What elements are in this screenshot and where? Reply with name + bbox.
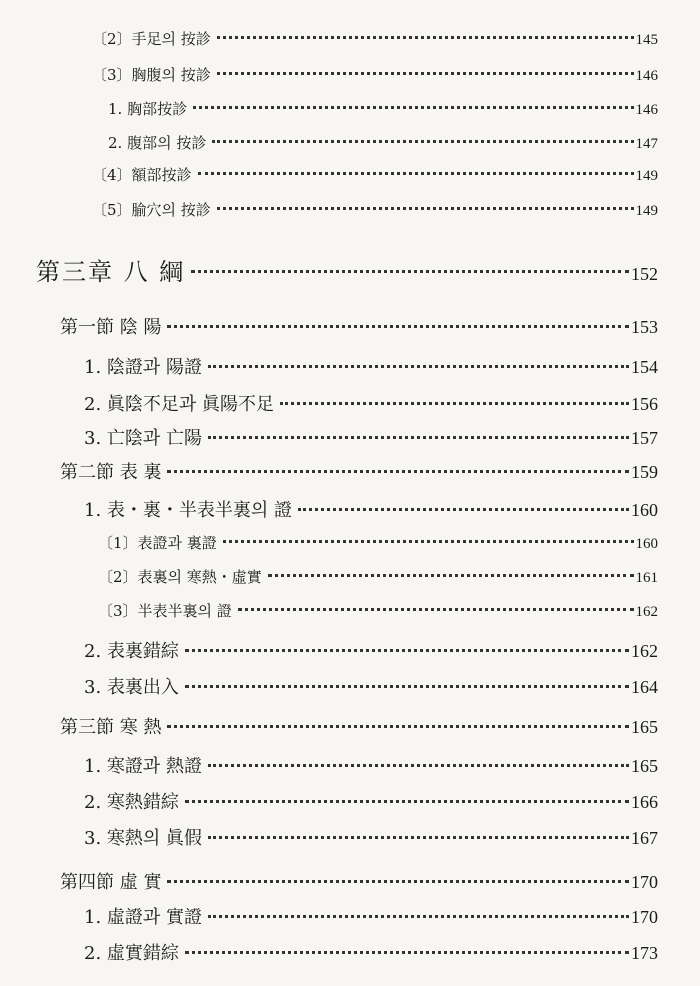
toc-entry-label: 第一節 陰 陽 <box>60 317 162 338</box>
toc-entry <box>84 496 658 522</box>
toc-entry-label: 1. 虛證과 實證 <box>84 907 203 928</box>
toc-entry <box>84 637 658 663</box>
toc-entry <box>84 939 658 965</box>
dot-leader <box>217 36 634 39</box>
dot-leader <box>238 608 634 611</box>
toc-entry <box>84 752 658 778</box>
dot-leader <box>193 106 633 109</box>
dot-leader <box>212 140 633 143</box>
toc-entry-page: 156 <box>631 394 658 414</box>
toc-section-entry <box>60 713 658 739</box>
dot-leader <box>167 470 629 473</box>
toc-entry-label: 2. 腹部의 按診 <box>108 134 207 152</box>
toc-entry-label: 2. 虛實錯綜 <box>84 943 179 964</box>
toc-entry-label: 3. 寒熱의 眞假 <box>84 828 203 849</box>
toc-entry <box>98 600 658 621</box>
toc-entry-page: 162 <box>631 641 658 661</box>
toc-entry <box>84 424 658 450</box>
toc-entry <box>92 164 658 185</box>
toc-entry <box>98 566 658 587</box>
dot-leader <box>280 402 629 405</box>
toc-entry-page: 166 <box>631 792 658 812</box>
toc-entry-page: 167 <box>631 828 658 848</box>
toc-entry-page: 145 <box>635 32 658 48</box>
toc-entry-label: 第三章 八 綱 <box>36 258 186 286</box>
toc-entry <box>108 98 658 119</box>
toc-entry <box>92 64 658 85</box>
dot-leader <box>191 270 629 273</box>
toc-entry-page: 164 <box>631 677 658 697</box>
toc-entry-page: 154 <box>631 357 658 377</box>
toc-entry-page: 149 <box>635 168 658 184</box>
toc-entry-label: 〔3〕胸腹의 按診 <box>92 66 211 84</box>
toc-entry <box>84 824 658 850</box>
dot-leader <box>208 436 629 439</box>
toc-chapter-entry <box>36 252 658 287</box>
toc-entry <box>84 390 658 416</box>
toc-entry-label: 第三節 寒 熱 <box>60 717 162 738</box>
toc-entry <box>92 199 658 220</box>
toc-entry <box>98 532 658 553</box>
toc-entry-label: 〔1〕表證과 裏證 <box>98 534 217 552</box>
dot-leader <box>268 574 634 577</box>
toc-entry-label: 2. 表裏錯綜 <box>84 641 179 662</box>
dot-leader <box>208 915 629 918</box>
toc-entry-page: 165 <box>631 717 658 737</box>
toc-entry-page: 147 <box>635 136 658 152</box>
toc-entry-label: 〔2〕手足의 按診 <box>92 30 211 48</box>
dot-leader <box>167 880 629 883</box>
toc-entry-page: 152 <box>631 264 658 284</box>
dot-leader <box>185 649 629 652</box>
toc-entry-label: 〔3〕半表半裏의 證 <box>98 602 232 620</box>
toc-entry-label: 1. 胸部按診 <box>108 100 188 118</box>
toc-entry-label: 〔4〕額部按診 <box>92 166 192 184</box>
toc-entry-page: 146 <box>635 102 658 118</box>
toc-entry-label: 3. 表裏出入 <box>84 677 179 698</box>
toc-entry <box>84 903 658 929</box>
toc-entry-page: 170 <box>631 907 658 927</box>
toc-entry-label: 2. 眞陰不足과 眞陽不足 <box>84 394 275 415</box>
toc-entry-label: 第四節 虛 實 <box>60 872 162 893</box>
toc-entry <box>84 673 658 699</box>
toc-entry-page: 160 <box>631 500 658 520</box>
toc-entry-page: 146 <box>635 68 658 84</box>
toc-entry-label: 〔2〕表裏의 寒熱・虛實 <box>98 568 262 586</box>
dot-leader <box>208 836 629 839</box>
toc-entry-page: 159 <box>631 462 658 482</box>
toc-entry-label: 〔5〕腧穴의 按診 <box>92 201 211 219</box>
toc-entry-label: 3. 亡陰과 亡陽 <box>84 428 203 449</box>
toc-entry-page: 160 <box>635 536 658 552</box>
toc-entry <box>92 28 658 49</box>
toc-entry-page: 162 <box>635 604 658 620</box>
toc-entry-label: 2. 寒熱錯綜 <box>84 792 179 813</box>
dot-leader <box>223 540 634 543</box>
toc-entry-page: 173 <box>631 943 658 963</box>
dot-leader <box>217 72 634 75</box>
dot-leader <box>167 325 629 328</box>
dot-leader <box>167 725 629 728</box>
toc-entry-page: 170 <box>631 872 658 892</box>
dot-leader <box>198 172 634 175</box>
toc-section-entry <box>60 458 658 484</box>
dot-leader <box>185 951 629 954</box>
toc-entry <box>84 353 658 379</box>
dot-leader <box>185 800 629 803</box>
toc-entry <box>108 132 658 153</box>
toc-entry-label: 1. 表・裏・半表半裏의 證 <box>84 500 293 521</box>
toc-entry-page: 149 <box>635 203 658 219</box>
toc-entry-label: 第二節 表 裏 <box>60 462 162 483</box>
toc-entry-label: 1. 陰證과 陽證 <box>84 357 203 378</box>
toc-entry <box>84 788 658 814</box>
toc-entry-label: 1. 寒證과 熱證 <box>84 756 203 777</box>
toc-entry-page: 153 <box>631 317 658 337</box>
dot-leader <box>208 365 629 368</box>
toc-section-entry <box>60 868 658 894</box>
toc-entry-page: 161 <box>635 570 658 586</box>
dot-leader <box>298 508 629 511</box>
toc-entry-page: 157 <box>631 428 658 448</box>
toc-section-entry <box>60 313 658 339</box>
dot-leader <box>217 207 634 210</box>
dot-leader <box>185 685 629 688</box>
toc-entry-page: 165 <box>631 756 658 776</box>
dot-leader <box>208 764 629 767</box>
